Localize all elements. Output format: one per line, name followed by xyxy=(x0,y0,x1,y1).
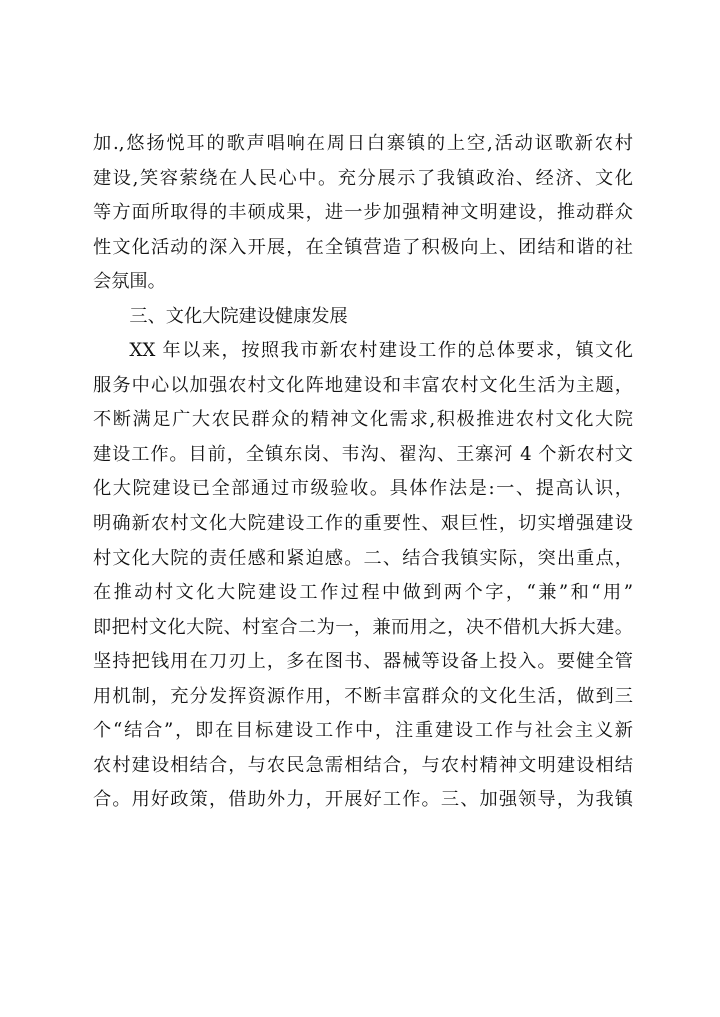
text-line xyxy=(93,611,633,646)
text-line-content: 会氛围。 xyxy=(93,271,166,293)
text-line-content: 性文化活动的深入开展，在全镇营造了积极向上、团结和谐的社 xyxy=(93,236,633,258)
text-line xyxy=(93,369,633,404)
text-line xyxy=(93,576,633,611)
text-line xyxy=(93,542,633,577)
text-line-content: 建设工作。目前，全镇东岗、韦沟、翟沟、王寨河 4 个新农村文 xyxy=(93,443,633,465)
text-line xyxy=(93,645,633,680)
text-line-content: 服务中心以加强农村文化阵地建设和丰富农村文化生活为主题， xyxy=(93,374,633,396)
text-line-content: 等方面所取得的丰硕成果，进一步加强精神文明建设，推动群众 xyxy=(93,202,633,224)
text-line xyxy=(93,231,633,266)
text-line xyxy=(93,300,633,335)
text-line xyxy=(93,438,633,473)
text-line-content: 明确新农村文化大院建设工作的重要性、艰巨性，切实增强建设 xyxy=(93,513,633,535)
text-line xyxy=(93,265,633,300)
text-line-content: 在推动村文化大院建设工作过程中做到两个字，“兼”和“用” xyxy=(93,582,633,604)
text-line xyxy=(93,403,633,438)
text-line-content: 坚持把钱用在刀刃上，多在图书、器械等设备上投入。要健全管 xyxy=(93,651,633,673)
text-line-content: 建设,笑容萦绕在人民心中。充分展示了我镇政治、经济、文化 xyxy=(93,167,633,189)
body-text xyxy=(93,127,633,818)
text-line xyxy=(93,472,633,507)
text-line-content: 村文化大院的责任感和紧迫感。二、结合我镇实际，突出重点， xyxy=(93,547,633,569)
text-line xyxy=(93,714,633,749)
text-line xyxy=(93,507,633,542)
text-line-content: 三、文化大院建设健康发展 xyxy=(129,305,348,327)
text-line-content: 合。用好政策，借助外力，开展好工作。三、加强领导，为我镇 xyxy=(93,789,633,811)
text-line-content: 用机制，充分发挥资源作用，不断丰富群众的文化生活，做到三 xyxy=(93,685,633,707)
text-line xyxy=(93,196,633,231)
text-line-content: 不断满足广大农民群众的精神文化需求,积极推进农村文化大院 xyxy=(93,409,633,431)
text-line-content: 农村建设相结合，与农民急需相结合，与农村精神文明建设相结 xyxy=(93,754,633,776)
text-line xyxy=(93,749,633,784)
text-line-content: 加.,悠扬悦耳的歌声唱响在周日白寨镇的上空,活动讴歌新农村 xyxy=(93,133,633,154)
text-line xyxy=(93,162,633,197)
text-line xyxy=(93,783,633,818)
text-line-content: 即把村文化大院、村室合二为一，兼而用之，决不借机大拆大建。 xyxy=(93,616,633,638)
text-line-content: XX 年以来，按照我市新农村建设工作的总体要求，镇文化 xyxy=(129,340,633,362)
text-line-content: 个“结合”，即在目标建设工作中，注重建设工作与社会主义新 xyxy=(93,720,633,742)
text-line xyxy=(93,334,633,369)
text-line xyxy=(93,127,633,162)
text-line xyxy=(93,680,633,715)
text-line-content: 化大院建设已全部通过市级验收。具体作法是:一、提高认识， xyxy=(93,478,633,500)
